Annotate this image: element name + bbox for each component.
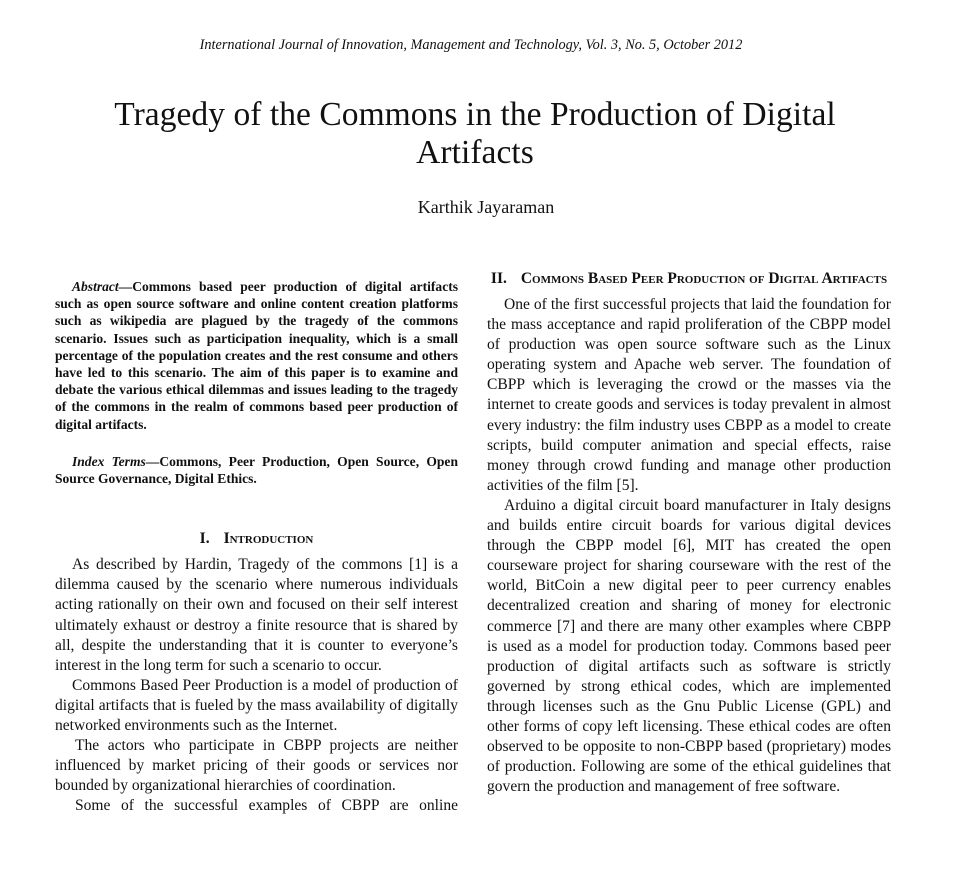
abstract	[55, 278, 458, 433]
abstract-label: Abstract	[72, 279, 119, 294]
index-terms	[55, 453, 458, 487]
paragraph: As described by Hardin, Tragedy of the commons [1] is a dilemma caused by the scenario where numerous individuals acting rationally on their own and focused on their self interest ultimately exhaust or destroy a finite resource that is shared by all, despite the understanding that it is counter to everyone’s interest in the long term for such a scenario to occur.	[55, 556, 458, 674]
paragraph: Arduino a digital circuit board manufacturer in Italy designs and builds entire circuit boards for various digital devices through the CBPP model [6], MIT has created the open courseware project for sharing courseware with the rest of the world, BitCoin a new digital peer to peer currency enables decentralized creation and sharing of money for electronic commerce [7] and there are many other examples where CBPP is used as a model for production today. Commons based peer production of digital artifacts such as software is strictly governed by strong ethical codes, which are implemented through licenses such as the Gnu Public License (GPL) and other forms of copy left licensing. These ethical codes are often observed to be opposite to non-CBPP based (proprietary) modes of production. Following are some of the ethical guidelines that govern the production and management of free software.	[487, 496, 891, 796]
paper-title: Tragedy of the Commons in the Production of Digital Artifacts	[114, 96, 836, 171]
right-column	[487, 269, 891, 797]
author-name: Karthik Jayaraman	[417, 197, 555, 217]
abstract-text: Commons based peer production of digital artifacts such as open source software and online content creation platforms such as wikipedia are plagued by the tragedy of the commons scenario. Issues such as participation inequality, which is a small percentage of the population creates and the rest consume and others have led to this scenario. The aim of this paper is to examine and debate the various ethical dilemmas and issues leading to the tragedy of the commons in the realm of commons based peer production of digital artifacts.	[55, 279, 458, 432]
introduction-body	[55, 555, 458, 816]
paragraph: Some of the successful examples of CBPP are online	[75, 797, 458, 815]
journal-header: International Journal of Innovation, Management and Technology, Vol. 3, No. 5, October 2012	[199, 37, 743, 53]
paragraph: The actors who participate in CBPP projects are neither influenced by market pricing of their goods or services nor bounded by organizational hierarchies of coordination.	[55, 737, 458, 795]
abstract-dash: —	[118, 279, 133, 294]
cbpp-body	[487, 295, 891, 797]
paragraph: One of the first successful projects that laid the foundation for the mass acceptance and rapid proliferation of the CBPP model of production was open source software such as the Linux operating system and Apache web server. The foundation of CBPP which is leveraging the crowd or the masses via the internet to create goods and services is today prevalent in almost every industry: the film industry uses CBPP as a model to create scripts, build computer animation and special effects, raise money through crowd funding and manage other production activities of the film [5].	[487, 296, 891, 494]
section-heading-cbpp	[487, 269, 891, 288]
index-terms-text: Commons, Peer Production, Open Source, Open Source Governance, Digital Ethics.	[55, 453, 458, 487]
index-terms-label: Index Terms	[72, 453, 146, 469]
section-number: II.	[490, 270, 507, 287]
left-column	[55, 278, 458, 816]
section-number: I.	[199, 530, 210, 548]
index-terms-dash: —	[145, 453, 160, 469]
section-heading-introduction	[55, 529, 458, 548]
section-title: Commons Based Peer Production of Digital Artifacts	[520, 270, 888, 287]
paragraph: Commons Based Peer Production is a model of production of digital artifacts that is fueled by the mass availability of digitally networked environments such as the Internet.	[55, 676, 458, 734]
section-title: Introduction	[223, 530, 314, 548]
